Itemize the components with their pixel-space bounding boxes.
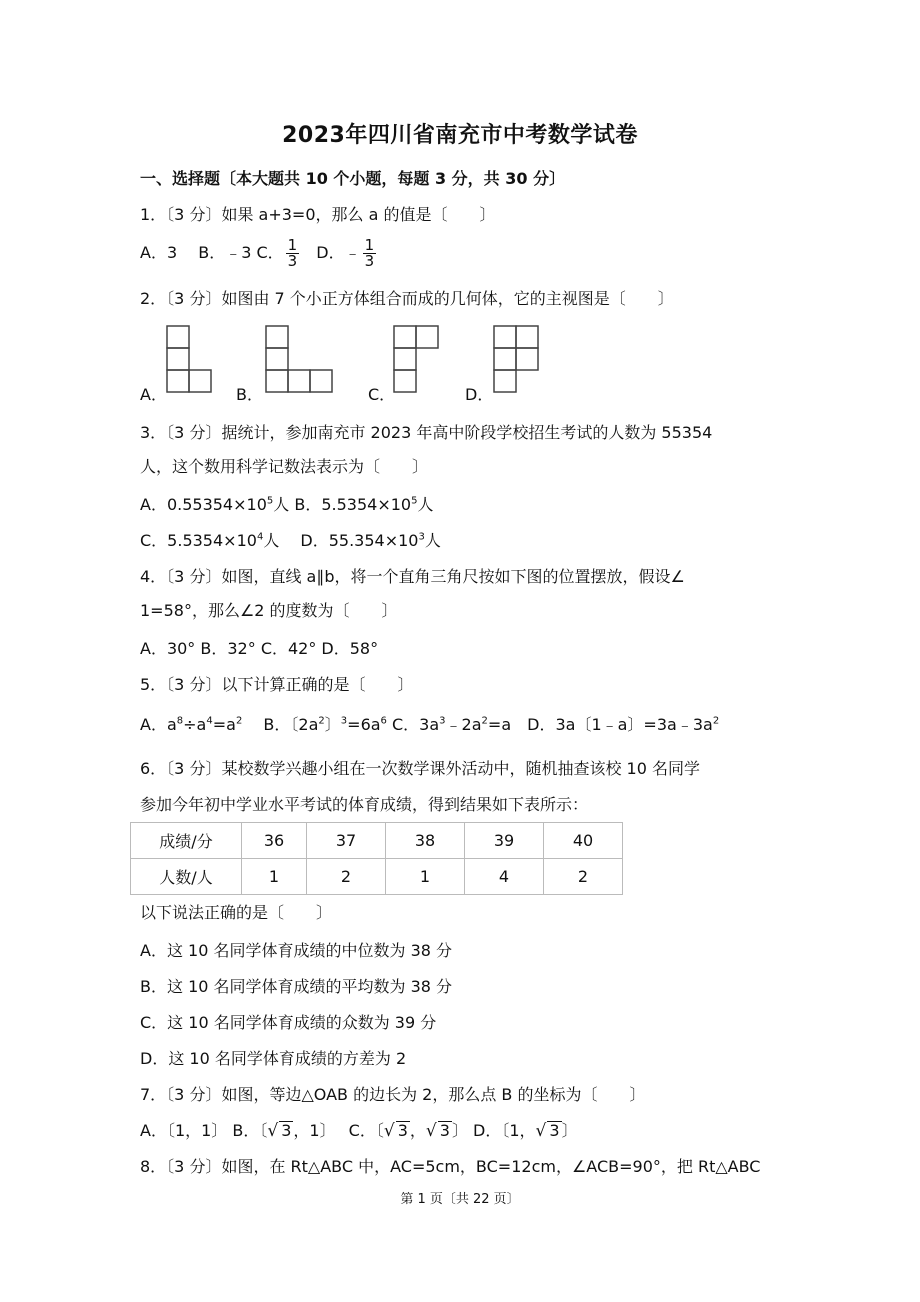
question-8-line1: 8．〔3 分〕如图，在 Rt△ABC 中，AC=5cm，BC=12cm，∠ACB=90°，把 Rt△ABC	[140, 1157, 761, 1176]
fig-d-square	[494, 370, 516, 392]
sqrt-three: 3	[397, 1121, 408, 1140]
table-cell: 1	[242, 859, 307, 895]
question-6-prompt: 以下说法正确的是〔 〕	[140, 903, 333, 922]
question-3-options-cd: C．$5.5354\times 10^4$人 D．$55.354\times 10^3$人	[140, 531, 441, 550]
question-1-options	[140, 238, 378, 269]
fig-c-square	[394, 370, 416, 392]
table-cell: 38	[386, 823, 465, 859]
question-4-line1: 4．〔3 分〕如图，直线 a∥b，将一个直角三角尺按如下图的位置摆放，假设∠	[140, 567, 685, 586]
table-cell: 40	[544, 823, 623, 859]
question-7-stem: 7．〔3 分〕如图，等边△OAB 的边长为 2，那么点 B 的坐标为〔 〕	[140, 1085, 646, 1104]
table-cell: 4	[465, 859, 544, 895]
table-cell: 人数/人	[131, 859, 242, 895]
question-5-stem: 5．〔3 分〕以下计算正确的是〔 〕	[140, 675, 414, 694]
fig-c-square	[416, 326, 438, 348]
question-3-line2: 人，这个数用科学记数法表示为〔 〕	[140, 457, 429, 476]
front-view-options	[140, 320, 560, 400]
fig-d-square	[494, 326, 516, 348]
question-6-option-c: C．这 10 名同学体育成绩的众数为 39 分	[140, 1013, 437, 1032]
sqrt-three: 3	[549, 1121, 560, 1140]
page-title: 2023年四川省南充市中考数学试卷	[282, 123, 638, 148]
question-6-option-b: B．这 10 名同学体育成绩的平均数为 38 分	[140, 977, 453, 996]
table-cell: 1	[386, 859, 465, 895]
question-2-figures	[140, 320, 560, 404]
fig-a-square	[167, 348, 189, 370]
table-cell: 成绩/分	[131, 823, 242, 859]
fig-a-square	[167, 326, 189, 348]
fig-label-d: D．	[465, 385, 494, 404]
question-6-option-a: A．这 10 名同学体育成绩的中位数为 38 分	[140, 941, 453, 960]
fig-label-a: A．	[140, 385, 167, 404]
q1-option-a-b-c: A．3 B．﹣3 C．	[140, 243, 284, 262]
question-6-line1: 6．〔3 分〕某校数学兴趣小组在一次数学课外活动中，随机抽查该校 10 名同学	[140, 759, 700, 778]
fig-a-square	[189, 370, 211, 392]
sqrt-three: 3	[281, 1121, 292, 1140]
table-cell: 37	[307, 823, 386, 859]
fraction-one-third: $\frac{1}{3}$	[287, 236, 298, 270]
fig-d-square	[516, 348, 538, 370]
fraction-one-third-neg: $\frac{1}{3}$	[364, 236, 375, 270]
fig-b-square	[310, 370, 332, 392]
fig-b-square	[266, 326, 288, 348]
fig-b-square	[266, 348, 288, 370]
fig-c-square	[394, 348, 416, 370]
table-cell: 39	[465, 823, 544, 859]
fig-c-square	[394, 326, 416, 348]
q1-option-d: D．﹣	[316, 243, 361, 262]
fig-label-b: B．	[236, 385, 263, 404]
table-row	[131, 859, 623, 895]
table-cell: 2	[307, 859, 386, 895]
table-cell: 36	[242, 823, 307, 859]
fig-a-square	[167, 370, 189, 392]
fig-b-square	[288, 370, 310, 392]
question-4-options: A．30° B．32° C．42° D．58°	[140, 639, 379, 658]
question-6-line2: 参加今年初中学业水平考试的体育成绩，得到结果如下表所示：	[140, 795, 589, 814]
fig-label-c: C．	[368, 385, 396, 404]
section-heading: 一、选择题〔本大题共 10 个小题，每题 3 分，共 30 分〕	[140, 169, 566, 188]
sqrt-three: 3	[439, 1121, 450, 1140]
question-1-stem: 1．〔3 分〕如果 a+3=0，那么 a 的值是〔 〕	[140, 205, 496, 224]
fig-d-square	[494, 348, 516, 370]
fig-d-square	[516, 326, 538, 348]
question-2-stem: 2．〔3 分〕如图由 7 个小正方体组合而成的几何体，它的主视图是〔 〕	[140, 289, 674, 308]
question-4-line2: 1=58°，那么∠2 的度数为〔 〕	[140, 601, 398, 620]
table-cell: 2	[544, 859, 623, 895]
page-footer: 第 1 页〔共 22 页〕	[400, 1192, 520, 1207]
table-row	[131, 823, 623, 859]
question-3-options-ab: A．$0.55354\times 10^5$人 B．$5.5354\times 10^5$人	[140, 495, 434, 514]
question-5-options: A．$a^8\div a^4=a^2$ B．〔$2a^2$〕$^3=6a^6$ C．$3a^3﹣2a^2=a$ D．3a〔1﹣a〕$=3a﹣3a^2$	[140, 715, 720, 734]
question-3-line1: 3．〔3 分〕据统计，参加南充市 2023 年高中阶段学校招生考试的人数为 55354	[140, 423, 713, 442]
fig-b-square	[266, 370, 288, 392]
question-6-option-d: D．这 10 名同学体育成绩的方差为 2	[140, 1049, 407, 1068]
question-7-options: A．〔1，1〕 B．〔√ 3 ，1〕 C．〔√ 3 ，√ 3 〕 D．〔1，√ 3 〕	[140, 1121, 578, 1141]
score-table	[130, 822, 623, 895]
